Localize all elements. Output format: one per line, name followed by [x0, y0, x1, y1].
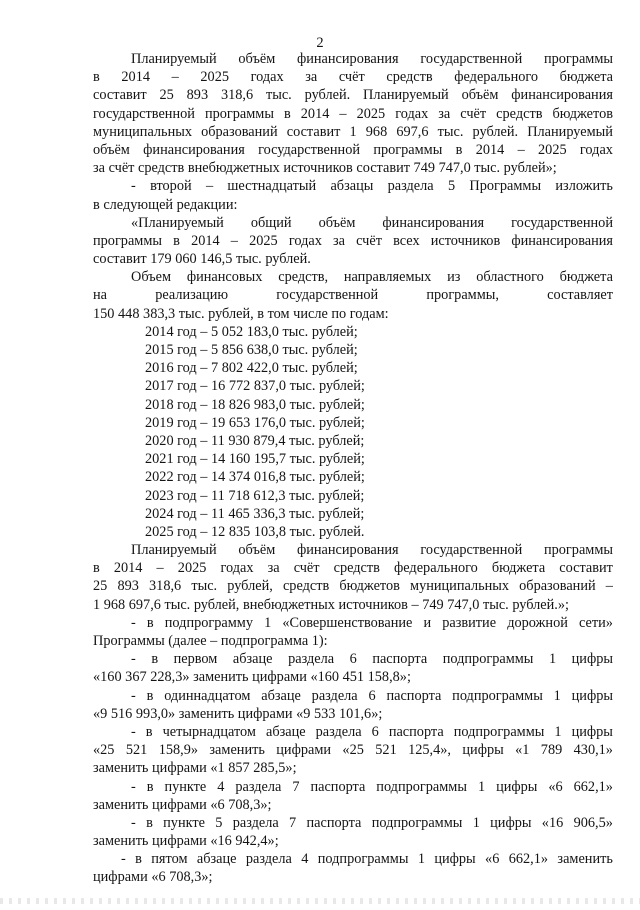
text-line: заменить цифрами «16 942,4»; — [93, 833, 279, 850]
text-line: 1 968 697,6 тыс. рублей, внебюджетных источников – 749 747,0 тыс. рублей.»; — [93, 596, 569, 613]
word: – — [171, 69, 179, 86]
word: цифрами — [276, 742, 332, 759]
word: 6 — [349, 651, 357, 668]
word: абзаце — [261, 687, 301, 704]
word: 25 — [93, 578, 108, 595]
word: и — [423, 614, 432, 631]
word: «25 — [342, 742, 364, 759]
word: счёт — [338, 69, 365, 86]
word: 1 — [477, 778, 486, 795]
text-line — [93, 123, 613, 141]
word: подпрограммы — [452, 687, 543, 704]
text-line — [93, 559, 613, 577]
word: бюджета — [559, 269, 613, 286]
word: цифры — [434, 851, 476, 868]
word: федерального — [454, 69, 539, 86]
word: финансирования — [296, 51, 399, 67]
text-line — [93, 614, 613, 632]
text-line: 2018 год – 18 826 983,0 тыс. рублей; — [145, 396, 365, 413]
word: за — [305, 69, 318, 86]
word: 893 — [117, 578, 139, 595]
word: – — [517, 141, 525, 158]
word: годах — [579, 141, 613, 158]
text-line: 2021 год – 14 160 195,7 тыс. рублей; — [145, 451, 365, 468]
word: абзаце — [196, 851, 237, 868]
word: программы — [204, 105, 274, 122]
word: 2014 — [113, 560, 143, 577]
word: 906,5» — [573, 814, 613, 831]
word: объём — [461, 87, 499, 104]
word: паспорта — [386, 687, 442, 704]
word: программы — [373, 141, 443, 158]
word: «Совершенствование — [282, 614, 413, 631]
word: подпрограммы — [317, 851, 409, 868]
word: заменить — [557, 851, 613, 868]
word: счёт — [293, 560, 320, 577]
text-line: 2015 год – 5 856 638,0 тыс. рублей; — [145, 342, 358, 358]
word: «6 — [548, 778, 563, 795]
text-line: «9 516 993,0» заменить цифрами «9 533 101,6»; — [93, 705, 383, 722]
text-line — [93, 286, 613, 304]
word: «Планируемый — [131, 214, 224, 231]
word: 430,1» — [573, 742, 613, 759]
word: рублей. — [304, 87, 351, 104]
word: пункте — [164, 778, 207, 795]
text-line: 2014 год – 5 052 183,0 тыс. рублей; — [145, 323, 358, 340]
text-line — [93, 541, 613, 559]
word: пятом — [151, 851, 188, 868]
word: годах — [288, 232, 322, 249]
word: на — [93, 287, 107, 304]
word: Планируемый — [131, 51, 217, 67]
word: годах — [395, 105, 429, 122]
word: государственной — [420, 542, 523, 559]
word: за — [267, 560, 280, 577]
word: 4 — [301, 851, 309, 868]
word: сети» — [579, 614, 613, 631]
word: финансирования — [296, 542, 399, 559]
word: средств — [333, 560, 380, 577]
word: программы — [543, 51, 613, 67]
text-line — [93, 577, 613, 595]
text-line: 2016 год – 7 802 422,0 тыс. рублей; — [145, 360, 358, 377]
word: за — [332, 232, 345, 249]
word: счёт — [460, 105, 487, 122]
word: абзацы — [330, 178, 374, 195]
word: - — [131, 651, 136, 668]
word: образований — [519, 578, 596, 595]
word: 125,4», — [408, 742, 451, 759]
word: 2014 — [300, 105, 330, 122]
word: финансовых — [186, 269, 263, 286]
word: средств — [496, 105, 543, 122]
text-line — [93, 814, 613, 832]
word: объём — [318, 214, 356, 231]
word: 1 — [417, 851, 425, 868]
page-number: 2 — [316, 35, 324, 51]
word: за — [438, 105, 451, 122]
word: 7 — [289, 814, 297, 831]
word: 1 — [349, 123, 357, 140]
word: 318,6 — [220, 87, 254, 104]
word: составит — [559, 560, 613, 577]
word: государственной — [420, 51, 523, 67]
word: в — [151, 651, 159, 668]
word: 521 — [375, 742, 397, 759]
text-line: 2020 год – 11 930 879,4 тыс. рублей; — [145, 432, 365, 449]
text-line — [93, 232, 613, 250]
word: 893 — [186, 87, 209, 104]
text-line — [93, 850, 613, 868]
text-line: 150 448 383,3 тыс. рублей, в том числе по годам: — [93, 305, 389, 322]
text-line: цифрами «6 708,3»; — [93, 869, 213, 886]
word: объём — [238, 51, 276, 67]
word: государственной — [276, 287, 379, 304]
word: первом — [173, 651, 218, 668]
word: программы — [543, 542, 613, 559]
word: 5 — [447, 178, 456, 195]
word: тыс. — [437, 123, 464, 140]
text-line: Программы (далее – подпрограмма 1): — [93, 633, 328, 649]
word: паспорта — [306, 814, 362, 831]
text-line: 2025 год – 12 835 103,8 тыс. рублей. — [145, 523, 365, 540]
word: реализацию — [155, 287, 229, 304]
word: бюджетов — [339, 578, 400, 595]
word: раздела — [232, 814, 279, 831]
word: 662,1» — [573, 778, 613, 795]
text-line — [93, 50, 613, 68]
word: 662,1» — [508, 851, 549, 868]
text-line — [93, 214, 613, 232]
text-line: 2024 год – 11 465 336,3 тыс. рублей; — [145, 505, 365, 522]
word: четырнадцатом — [162, 723, 256, 740]
word: 1 — [548, 651, 557, 668]
word: из — [447, 269, 461, 286]
word: 25 — [159, 87, 174, 104]
word: раздела — [311, 687, 358, 704]
text-line: составит 179 060 146,5 тыс. рублей. — [93, 251, 311, 268]
word: Планируемый — [131, 542, 217, 559]
word: рублей, — [227, 578, 273, 595]
word: 2014 — [191, 232, 220, 249]
word: 2025 — [200, 69, 229, 86]
text-line — [93, 741, 613, 759]
word: одиннадцатом — [164, 687, 251, 704]
word: «1 — [515, 742, 530, 759]
word: - — [131, 778, 136, 795]
word: годах — [250, 69, 284, 86]
word: Планируемый — [363, 87, 449, 104]
word: «16 — [541, 814, 564, 831]
word: областного — [476, 269, 544, 286]
word: государственной — [258, 141, 361, 158]
word: раздела — [315, 723, 362, 740]
word: финансирования — [511, 87, 613, 104]
word: составит — [286, 123, 341, 140]
word: 4 — [217, 778, 225, 795]
word: 2025 — [356, 105, 386, 122]
word: рублей. — [472, 123, 519, 140]
word: развитие — [442, 614, 497, 631]
word: образований — [201, 123, 278, 140]
word: 158,9» — [158, 742, 199, 759]
word: средств — [386, 69, 433, 86]
text-line: заменить цифрами «1 857 285,5»; — [93, 760, 297, 777]
word: федерального — [394, 560, 478, 577]
word: 2025 — [538, 141, 567, 158]
word: государственной — [93, 105, 195, 122]
word: тыс. — [191, 578, 218, 595]
word: - — [121, 851, 126, 868]
word: – — [156, 560, 164, 577]
word: - — [131, 723, 136, 740]
word: в — [145, 723, 153, 740]
word: «6 — [485, 851, 500, 868]
word: бюджета — [491, 560, 546, 577]
word: паспорта — [388, 723, 444, 740]
word: объём — [93, 141, 130, 158]
text-line — [93, 268, 613, 286]
word: цифры — [496, 778, 538, 795]
word: 789 — [540, 742, 563, 759]
word: 5 — [215, 814, 223, 831]
word: бюджета — [559, 69, 613, 86]
word: годах — [220, 560, 254, 577]
word: 697,6 — [396, 123, 429, 140]
word: финансирования — [143, 141, 245, 158]
word: раздела — [235, 778, 282, 795]
word: муниципальных — [93, 123, 192, 140]
word: раздела — [245, 851, 292, 868]
word: в — [173, 232, 180, 249]
word: – — [339, 105, 347, 122]
word: всех — [393, 232, 420, 249]
word: государственной — [511, 214, 613, 231]
word: 1 — [554, 723, 562, 740]
word: средств — [282, 578, 330, 595]
text-line: заменить цифрами «6 708,3»; — [93, 796, 272, 813]
word: объём — [238, 542, 276, 559]
word: - — [131, 614, 136, 631]
word: раздела — [387, 178, 434, 195]
word: шестнадцатый — [227, 178, 317, 195]
word: в — [146, 687, 154, 704]
word: финансирования — [511, 232, 613, 249]
word: второй — [150, 178, 192, 195]
scan-noise — [0, 898, 640, 904]
word: программы — [93, 232, 163, 249]
word: цифры — [571, 687, 613, 704]
word: в — [93, 560, 100, 577]
word: муниципальных — [410, 578, 509, 595]
text-line — [93, 723, 613, 741]
text-line — [93, 68, 613, 86]
word: цифры — [462, 742, 504, 759]
word: в — [455, 141, 463, 158]
text-line — [93, 778, 613, 796]
text-line — [93, 141, 613, 159]
text-line: «160 367 228,3» заменить цифрами «160 451 158,8»; — [93, 669, 411, 686]
word: в — [93, 69, 100, 86]
word: «25 — [93, 742, 115, 759]
word: – — [205, 178, 214, 195]
word: цифры — [571, 651, 613, 668]
word: 968 — [365, 123, 388, 140]
word: в — [135, 851, 142, 868]
word: - — [131, 687, 136, 704]
word: направляемых — [343, 269, 432, 286]
word: программы, — [426, 287, 499, 304]
word: 2014 — [475, 141, 505, 158]
word: в — [146, 778, 154, 795]
word: Планируемый — [527, 123, 613, 140]
text-line — [93, 177, 613, 195]
word: - — [131, 814, 136, 831]
word: в — [283, 105, 291, 122]
word: Объем — [131, 269, 172, 286]
text-line: в следующей редакции: — [93, 196, 238, 213]
text-line — [93, 650, 613, 668]
word: подпрограмму — [164, 614, 253, 631]
word: подпрограммы — [453, 723, 545, 740]
word: составит — [93, 87, 147, 104]
word: Программы — [469, 178, 542, 195]
word: – — [605, 578, 613, 595]
word: общий — [250, 214, 292, 231]
text-line: за счёт средств внебюджетных источников составит 749 747,0 тыс. рублей»; — [93, 160, 557, 177]
word: изложить — [555, 178, 613, 195]
word: счёт — [356, 232, 382, 249]
word: паспорта — [372, 651, 428, 668]
word: 2014 — [121, 69, 150, 86]
word: средств, — [278, 269, 329, 286]
document-body — [93, 50, 613, 887]
word: подпрограммы — [376, 778, 467, 795]
text-line — [93, 86, 613, 104]
word: подпрограммы — [442, 651, 534, 668]
word: 6 — [371, 723, 379, 740]
word: дорожной — [507, 614, 568, 631]
word: 1 — [553, 687, 561, 704]
word: в — [146, 614, 154, 631]
text-line: 2019 год – 19 653 176,0 тыс. рублей; — [145, 414, 365, 431]
word: цифры — [571, 723, 613, 740]
word: 2025 — [177, 560, 207, 577]
word: раздела — [288, 651, 335, 668]
word: пункте — [163, 814, 205, 831]
word: финансирования — [382, 214, 485, 231]
word: бюджетов — [552, 105, 613, 122]
word: 521 — [125, 742, 148, 759]
word: 2025 — [249, 232, 278, 249]
word: паспорта — [310, 778, 366, 795]
text-line: 2017 год – 16 772 837,0 тыс. рублей; — [145, 378, 365, 395]
word: – — [230, 232, 238, 249]
word: 7 — [292, 778, 300, 795]
word: цифры — [490, 814, 532, 831]
word: составляет — [547, 287, 613, 304]
word: 318,6 — [149, 578, 182, 595]
word: в — [146, 814, 153, 831]
text-line — [93, 105, 613, 123]
text-line: 2023 год – 11 718 612,3 тыс. рублей; — [145, 487, 365, 504]
word: абзаце — [266, 723, 306, 740]
text-line — [93, 687, 613, 705]
word: источников — [430, 232, 501, 249]
word: абзаце — [232, 651, 273, 668]
word: подпрограммы — [371, 814, 463, 831]
word: заменить — [209, 742, 265, 759]
word: тыс. — [265, 87, 292, 104]
word: 6 — [368, 687, 376, 704]
word: 1 — [264, 614, 272, 631]
word: 1 — [472, 814, 480, 831]
word: - — [131, 178, 136, 195]
text-line: 2022 год – 14 374 016,8 тыс. рублей; — [145, 469, 365, 486]
